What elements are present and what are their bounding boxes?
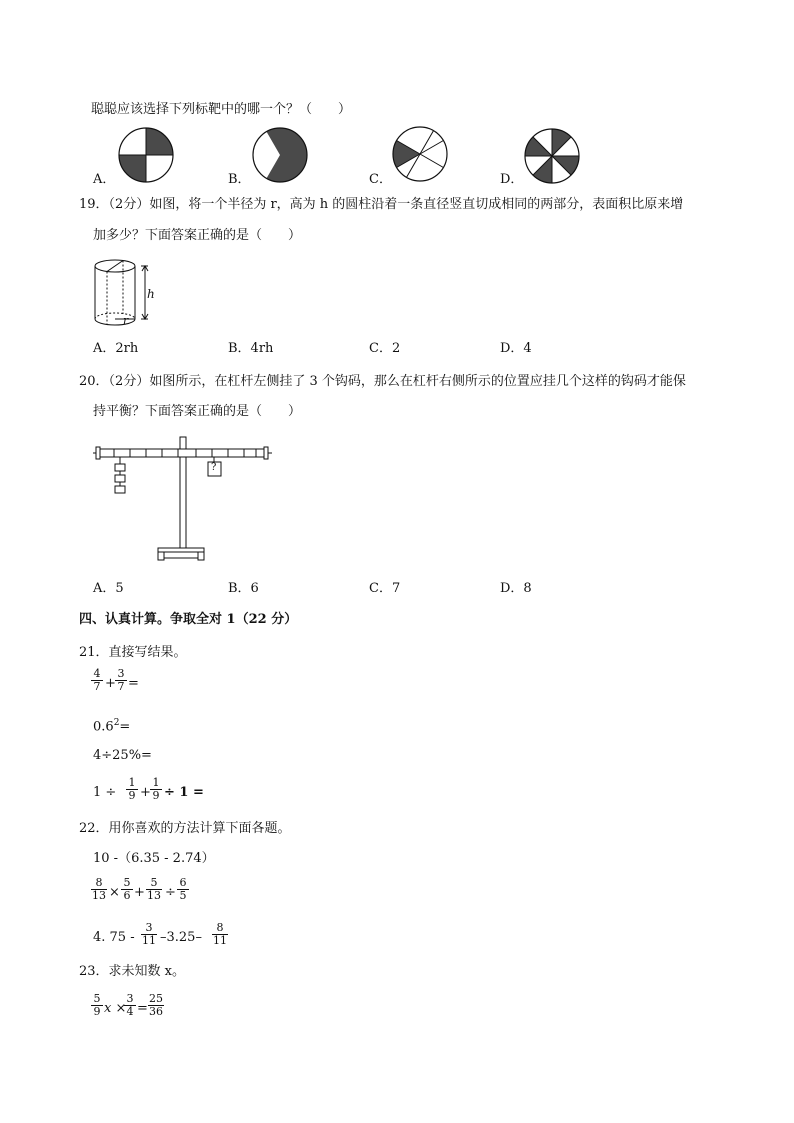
q23-e1-fraction-a: $\frac{5}{9}$ <box>91 993 103 1018</box>
cylinder-r-label: r <box>123 314 129 327</box>
q20-option-d: D．8 <box>500 581 532 596</box>
q22-e3-fraction-a: $\frac{3}{11}$ <box>142 921 156 947</box>
q23-e1-x-times: x × <box>104 1001 127 1016</box>
q22-e2-times: × <box>109 885 120 900</box>
q19-option-a: A．2rh <box>93 341 139 356</box>
q22-e2-fraction-c: $\frac{5}{13}$ <box>147 876 161 902</box>
q23-title: 23．求未知数 x。 <box>79 964 186 979</box>
q23-e1-fraction-b: $\frac{3}{4}$ <box>124 993 136 1018</box>
q23-e1-equals: = <box>137 1001 148 1016</box>
q22-e3-fraction-b: $\frac{8}{11}$ <box>213 921 227 947</box>
q21-e2: $0.6^2=$ <box>93 718 131 735</box>
q21-e1-equals: = <box>128 676 139 691</box>
q22-e2-divide: ÷ <box>165 885 176 900</box>
target-d-figure <box>524 128 580 184</box>
q19-option-b: B．4rh <box>228 341 274 356</box>
q22-e2-fraction-a: $\frac{8}{13}$ <box>92 876 106 902</box>
q19-option-d: D．4 <box>500 341 532 356</box>
cylinder-h-label: h <box>147 287 155 301</box>
q21-e3: 4÷25%= <box>93 748 152 763</box>
q20-question-line1: 20．（2分）如图所示，在杠杆左侧挂了 3 个钩码，那么在杠杆右侧所示的位置应挂几个这样的钩码才能保 <box>79 374 686 389</box>
q20-option-c: C．7 <box>369 581 401 596</box>
q21-e1-fraction-b: $\frac{3}{7}$ <box>115 668 127 693</box>
q22-e3-mid: –3.25– <box>160 930 202 945</box>
q21-e4-lead: 1 ÷ <box>93 785 117 800</box>
q18-question-text: 聪聪应该选择下列标靶中的哪一个？（ ） <box>91 102 352 117</box>
q23-e1-fraction-c: $\frac{25}{36}$ <box>149 992 163 1018</box>
q22-e2-fraction-d: $\frac{6}{5}$ <box>177 877 189 902</box>
q21-e4-fraction-b: $\frac{1}{9}$ <box>150 777 162 802</box>
q21-e1-fraction-a: $\frac{4}{7}$ <box>91 668 103 693</box>
q18-option-c-label: C． <box>369 172 392 187</box>
q22-title: 22．用你喜欢的方法计算下面各题。 <box>79 821 291 836</box>
q18-option-d-label: D． <box>500 172 524 187</box>
q22-e3-lead: 4. 75 - <box>93 930 135 945</box>
q22-e1: 10 -（6.35 - 2.74） <box>93 851 215 866</box>
q21-e4-plus: + <box>140 785 151 800</box>
q18-option-b-label: B． <box>228 172 251 187</box>
target-b-figure <box>252 127 308 183</box>
section-4-heading: 四、认真计算。争取全对 1（22 分） <box>79 612 298 627</box>
q19-question-line2: 加多少？下面答案正确的是（ ） <box>93 228 302 243</box>
q20-option-a: A．5 <box>93 581 124 596</box>
q19-option-c: C．2 <box>369 341 401 356</box>
q21-e4-fraction-a: $\frac{1}{9}$ <box>126 777 138 802</box>
q19-question-line1: 19．（2分）如图，将一个半径为 r，高为 h 的圆柱沿着一条直径竖直切成相同的两部分，表面积比原来增 <box>79 197 684 212</box>
lever-figure <box>92 434 274 566</box>
target-a-figure <box>118 127 174 183</box>
q20-question-line2: 持平衡？下面答案正确的是（ ） <box>93 404 302 419</box>
q20-option-b: B．6 <box>228 581 259 596</box>
q21-e4-tail: ÷ 1 = <box>164 785 204 800</box>
q22-e2-plus: + <box>134 885 145 900</box>
q18-option-a-label: A． <box>93 172 116 187</box>
target-c-figure <box>392 126 448 182</box>
q21-title: 21．直接写结果。 <box>79 645 187 660</box>
q21-e1-plus: + <box>105 676 116 691</box>
lever-question-mark: ? <box>211 462 217 473</box>
q22-e2-fraction-b: $\frac{5}{6}$ <box>121 877 133 902</box>
